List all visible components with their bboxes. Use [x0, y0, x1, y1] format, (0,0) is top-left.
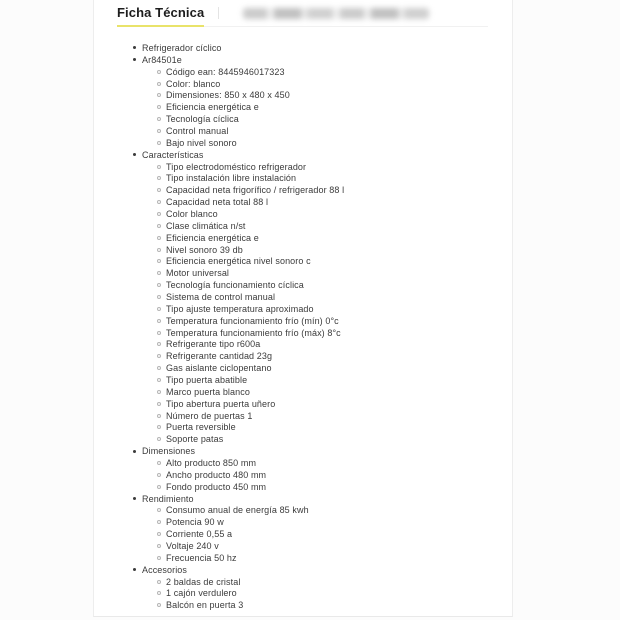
spec-item-row: [94, 386, 512, 398]
spec-item-label: Tecnología funcionamiento cíclica: [166, 280, 304, 291]
bullet-circle-icon: [157, 366, 161, 370]
bullet-circle-icon: [157, 165, 161, 169]
spec-item-label: Motor universal: [166, 268, 230, 279]
spec-item-label: Dimensiones: 850 x 480 x 450: [166, 90, 290, 101]
spec-item-row: [94, 516, 512, 528]
bullet-circle-icon: [157, 425, 161, 429]
spec-item-label: Consumo anual de energía 85 kwh: [166, 505, 309, 516]
spec-item-label: Gas aislante ciclopentano: [166, 363, 272, 374]
spec-item-row: [94, 244, 512, 256]
spec-item-row: [94, 505, 512, 517]
spec-item-label: Marco puerta blanco: [166, 386, 250, 397]
bullet-circle-icon: [157, 331, 161, 335]
bullet-circle-icon: [157, 437, 161, 441]
bullet-circle-icon: [157, 390, 161, 394]
bullet-circle-icon: [157, 354, 161, 358]
spec-item-label: Voltaje 240 v: [166, 541, 219, 552]
spec-group-label: Características: [142, 149, 204, 160]
spec-item-row: [94, 220, 512, 232]
spec-item-row: [94, 588, 512, 600]
bullet-circle-icon: [157, 485, 161, 489]
spec-item-label: Balcón en puerta 3: [166, 600, 244, 611]
bullet-circle-icon: [157, 283, 161, 287]
spec-item-row: [94, 327, 512, 339]
bullet-circle-icon: [157, 200, 161, 204]
bullet-circle-icon: [157, 603, 161, 607]
redacted-tab-label[interactable]: [243, 8, 429, 19]
bullet-circle-icon: [157, 414, 161, 418]
spec-item-row: [94, 457, 512, 469]
bullet-circle-icon: [157, 82, 161, 86]
bullet-circle-icon: [157, 248, 161, 252]
spec-group-row: [94, 149, 512, 161]
spec-item-row: [94, 599, 512, 611]
bullet-circle-icon: [157, 580, 161, 584]
ficha-tecnica-panel: [93, 0, 513, 617]
bullet-circle-icon: [157, 508, 161, 512]
bullet-circle-icon: [157, 342, 161, 346]
header-divider: [218, 7, 219, 19]
bullet-circle-icon: [157, 105, 161, 109]
spec-item-row: [94, 66, 512, 78]
spec-item-label: Tecnología cíclica: [166, 114, 239, 125]
spec-item-label: Nivel sonoro 39 db: [166, 244, 243, 255]
spec-item-row: [94, 398, 512, 410]
spec-item-label: Corriente 0,55 a: [166, 529, 233, 540]
spec-item-label: Color: blanco: [166, 78, 221, 89]
bullet-circle-icon: [157, 295, 161, 299]
bullet-circle-icon: [157, 70, 161, 74]
bullet-circle-icon: [157, 129, 161, 133]
bullet-circle-icon: [157, 141, 161, 145]
spec-group-label: Rendimiento: [142, 493, 194, 504]
spec-item-label: Fondo producto 450 mm: [166, 481, 267, 492]
spec-group-label: Refrigerador cíclico: [142, 42, 222, 53]
spec-item-label: Eficiencia energética e: [166, 232, 259, 243]
spec-group-label: Accesorios: [142, 564, 188, 575]
spec-item-label: Eficiencia energética e: [166, 102, 259, 113]
spec-item-row: [94, 291, 512, 303]
spec-item-row: [94, 232, 512, 244]
spec-item-label: Alto producto 850 mm: [166, 458, 257, 468]
spec-group-row: [94, 564, 512, 576]
bullet-circle-icon: [157, 271, 161, 275]
bullet-circle-icon: [157, 212, 161, 216]
bullet-circle-icon: [157, 319, 161, 323]
spec-item-row: [94, 315, 512, 327]
spec-item-label: Control manual: [166, 125, 229, 136]
spec-item-label: Clase climática n/st: [166, 220, 246, 231]
bullet-disc-icon: [133, 58, 136, 61]
bullet-circle-icon: [157, 259, 161, 263]
bullet-circle-icon: [157, 117, 161, 121]
spec-item-label: Tipo abertura puerta uñero: [166, 398, 276, 409]
bullet-circle-icon: [157, 188, 161, 192]
spec-item-label: Código ean: 8445946017323: [166, 66, 285, 77]
bullet-circle-icon: [157, 307, 161, 311]
spec-item-label: Potencia 90 w: [166, 517, 224, 528]
spec-item-label: Ancho producto 480 mm: [166, 469, 267, 480]
spec-item-row: [94, 338, 512, 350]
spec-item-label: Capacidad neta frigorífico / refrigerador 88 l: [166, 185, 345, 196]
spec-item-label: Sistema de control manual: [166, 291, 276, 302]
spec-item-label: Tipo puerta abatible: [166, 374, 248, 385]
spec-group-label: Ar84501e: [142, 54, 182, 65]
spec-item-label: Capacidad neta total 88 l: [166, 197, 269, 208]
tab-ficha-tecnica[interactable]: [117, 5, 204, 27]
bullet-disc-icon: [133, 153, 136, 156]
bullet-circle-icon: [157, 473, 161, 477]
spec-item-label: Temperatura funcionamiento frío (mín) 0°c: [166, 315, 339, 326]
spec-item-row: [94, 101, 512, 113]
bullet-disc-icon: [133, 46, 136, 49]
spec-item-label: Frecuencia 50 hz: [166, 552, 237, 563]
spec-group-row: [94, 54, 512, 66]
spec-item-row: [94, 528, 512, 540]
spec-group-label: Dimensiones: [142, 446, 196, 457]
spec-item-row: [94, 374, 512, 386]
spec-item-row: [94, 184, 512, 196]
bullet-circle-icon: [157, 461, 161, 465]
spec-group-row: [94, 493, 512, 505]
bullet-circle-icon: [157, 402, 161, 406]
bullet-circle-icon: [157, 532, 161, 536]
spec-item-row: [94, 267, 512, 279]
spec-item-row: [94, 172, 512, 184]
spec-item-row: [94, 78, 512, 90]
spec-item-row: [94, 422, 512, 434]
spec-group-row: [94, 445, 512, 457]
spec-item-label: Temperatura funcionamiento frío (máx) 8°c: [166, 327, 341, 338]
bullet-circle-icon: [157, 236, 161, 240]
spec-item-row: [94, 255, 512, 267]
bullet-circle-icon: [157, 591, 161, 595]
spec-item-row: [94, 303, 512, 315]
spec-list: [94, 42, 512, 611]
spec-item-row: [94, 208, 512, 220]
spec-item-row: [94, 433, 512, 445]
bullet-circle-icon: [157, 556, 161, 560]
spec-item-label: Eficiencia energética nivel sonoro c: [166, 256, 311, 267]
bullet-circle-icon: [157, 93, 161, 97]
panel-header: [94, 0, 512, 27]
spec-item-row: [94, 552, 512, 564]
spec-item-label: Color blanco: [166, 208, 218, 219]
spec-item-label: Número de puertas 1: [166, 410, 253, 421]
spec-item-label: Tipo instalación libre instalación: [166, 173, 297, 184]
spec-item-row: [94, 279, 512, 291]
page-title: Ficha Técnica: [117, 5, 205, 20]
spec-item-row: [94, 481, 512, 493]
spec-item-label: Puerta reversible: [166, 422, 236, 433]
spec-item-label: Refrigerante tipo r600a: [166, 339, 261, 350]
bullet-circle-icon: [157, 224, 161, 228]
spec-item-row: [94, 125, 512, 137]
spec-item-row: [94, 89, 512, 101]
spec-item-row: [94, 137, 512, 149]
spec-item-row: [94, 576, 512, 588]
bullet-circle-icon: [157, 544, 161, 548]
spec-item-row: [94, 410, 512, 422]
spec-item-label: 1 cajón verdulero: [166, 588, 237, 599]
spec-item-row: [94, 469, 512, 481]
spec-item-label: Bajo nivel sonoro: [166, 137, 237, 148]
spec-item-label: Tipo ajuste temperatura aproximado: [166, 303, 314, 314]
bullet-disc-icon: [133, 568, 136, 571]
bullet-circle-icon: [157, 378, 161, 382]
spec-item-row: [94, 161, 512, 173]
header-tabs: [117, 5, 488, 27]
spec-item-row: [94, 540, 512, 552]
spec-item-label: Refrigerante cantidad 23g: [166, 351, 273, 362]
spec-item-label: Soporte patas: [166, 434, 224, 445]
bullet-circle-icon: [157, 520, 161, 524]
spec-item-label: 2 baldas de cristal: [166, 576, 241, 587]
spec-item-label: Tipo electrodoméstico refrigerador: [166, 161, 307, 172]
spec-item-row: [94, 196, 512, 208]
bullet-circle-icon: [157, 176, 161, 180]
bullet-disc-icon: [133, 450, 136, 453]
spec-group-row: [94, 42, 512, 54]
spec-item-row: [94, 362, 512, 374]
spec-item-row: [94, 350, 512, 362]
bullet-disc-icon: [133, 497, 136, 500]
spec-item-row: [94, 113, 512, 125]
